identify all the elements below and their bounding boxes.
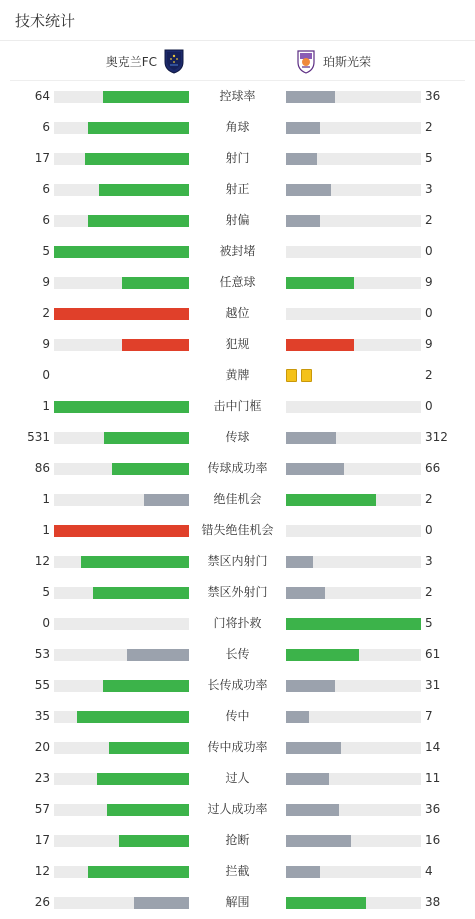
home-bar-track	[54, 463, 189, 475]
stats-list	[0, 81, 475, 918]
teams-header	[10, 41, 465, 81]
home-bar-track	[54, 122, 189, 134]
stat-row	[0, 81, 475, 112]
home-bar-fill	[54, 308, 189, 320]
away-value: 0	[425, 523, 433, 537]
stat-label: 拦截	[225, 864, 250, 878]
stat-row	[0, 422, 475, 453]
home-bar-track	[54, 835, 189, 847]
away-bar-track	[286, 122, 421, 134]
stat-row	[0, 639, 475, 670]
home-bar-track	[54, 91, 189, 103]
home-bar-track	[54, 897, 189, 909]
home-value: 20	[34, 740, 50, 754]
away-bar-track	[286, 184, 421, 196]
stat-label: 错失绝佳机会	[201, 523, 274, 537]
away-bar-fill	[286, 122, 320, 134]
away-bar-track	[286, 401, 421, 413]
away-value: 36	[425, 89, 441, 103]
stat-row	[0, 484, 475, 515]
page-title: 技术统计	[15, 11, 76, 30]
away-value: 9	[425, 337, 433, 351]
stat-label: 解围	[225, 895, 250, 909]
away-bar-track	[286, 556, 421, 568]
home-bar-fill	[85, 153, 189, 165]
home-team-logo-icon	[163, 48, 185, 74]
away-bar-fill	[286, 339, 354, 351]
home-value: 26	[34, 895, 50, 909]
stat-label: 击中门框	[213, 399, 262, 413]
home-bar-track	[54, 153, 189, 165]
home-value: 6	[42, 213, 50, 227]
yellow-card-icon	[301, 369, 312, 382]
home-bar-fill	[77, 711, 189, 723]
home-value: 86	[34, 461, 50, 475]
home-value: 55	[34, 678, 50, 692]
home-value: 6	[42, 120, 50, 134]
away-bar-track	[286, 308, 421, 320]
home-bar-fill	[109, 742, 189, 754]
stat-label: 控球率	[219, 89, 256, 103]
away-bar-track	[286, 649, 421, 661]
away-bar-track	[286, 215, 421, 227]
home-bar-fill	[88, 866, 189, 878]
stat-row	[0, 732, 475, 763]
home-bar-fill	[122, 277, 190, 289]
home-bar-fill	[54, 401, 189, 413]
stat-row	[0, 763, 475, 794]
away-bar-fill	[286, 618, 421, 630]
home-bar-track	[54, 184, 189, 196]
home-value: 57	[34, 802, 50, 816]
away-bar-fill	[286, 91, 335, 103]
home-bar-track	[54, 339, 189, 351]
home-bar-track	[54, 742, 189, 754]
stat-label: 射正	[225, 182, 250, 196]
header	[0, 0, 475, 41]
home-bar-fill	[93, 587, 189, 599]
away-value: 36	[425, 802, 441, 816]
away-bar-fill	[286, 835, 351, 847]
away-bar-track	[286, 246, 421, 258]
stat-label: 抢断	[225, 833, 250, 847]
home-bar-track	[54, 215, 189, 227]
away-bar-fill	[286, 680, 335, 692]
away-value: 5	[425, 616, 433, 630]
away-value: 7	[425, 709, 433, 723]
stat-row	[0, 794, 475, 825]
away-bar-track	[286, 494, 421, 506]
home-bar-fill	[127, 649, 189, 661]
away-value: 9	[425, 275, 433, 289]
away-bar-track	[286, 587, 421, 599]
away-bar-fill	[286, 897, 366, 909]
home-bar-track	[54, 401, 189, 413]
away-bar-track	[286, 897, 421, 909]
away-value: 0	[425, 399, 433, 413]
away-bar-fill	[286, 587, 325, 599]
away-team[interactable]	[295, 41, 371, 81]
home-team[interactable]	[106, 41, 185, 81]
stat-label: 门将扑救	[213, 616, 262, 630]
home-value: 0	[42, 616, 50, 630]
home-value: 64	[34, 89, 50, 103]
stat-label: 长传成功率	[207, 678, 268, 692]
stat-row	[0, 236, 475, 267]
away-bar-fill	[286, 432, 336, 444]
away-value: 11	[425, 771, 441, 785]
stat-row	[0, 670, 475, 701]
away-bar-fill	[286, 804, 339, 816]
stat-row	[0, 391, 475, 422]
stat-label: 传球成功率	[207, 461, 268, 475]
home-team-name: 奥克兰FC	[105, 54, 157, 69]
away-bar-track	[286, 773, 421, 785]
stat-row	[0, 546, 475, 577]
stat-row	[0, 887, 475, 918]
home-bar-fill	[88, 215, 189, 227]
home-bar-track	[54, 587, 189, 599]
home-bar-track	[54, 618, 189, 630]
stat-row	[0, 329, 475, 360]
away-bar-track	[286, 742, 421, 754]
away-bar-track	[286, 153, 421, 165]
stat-label: 传中	[225, 709, 250, 723]
away-value: 2	[425, 368, 433, 382]
stat-row	[0, 205, 475, 236]
home-bar-track	[54, 525, 189, 537]
away-bar-fill	[286, 277, 354, 289]
away-bar-track	[286, 804, 421, 816]
home-bar-fill	[134, 897, 189, 909]
stat-row	[0, 701, 475, 732]
stat-label: 射门	[225, 151, 250, 165]
away-value: 2	[425, 120, 433, 134]
home-bar-track	[54, 866, 189, 878]
home-bar-track	[54, 308, 189, 320]
stat-label: 角球	[225, 120, 250, 134]
home-value: 2	[42, 306, 50, 320]
away-value: 14	[425, 740, 441, 754]
away-bar-fill	[286, 773, 329, 785]
away-bar-fill	[286, 153, 317, 165]
away-bar-track	[286, 339, 421, 351]
home-value: 0	[42, 368, 50, 382]
home-bar-fill	[107, 804, 189, 816]
home-bar-track	[54, 277, 189, 289]
home-bar-fill	[103, 91, 189, 103]
away-bar-track	[286, 835, 421, 847]
home-value: 53	[34, 647, 50, 661]
stat-label: 禁区内射门	[207, 554, 268, 568]
away-bar-fill	[286, 866, 320, 878]
home-bar-fill	[54, 246, 189, 258]
away-bar-fill	[286, 711, 309, 723]
home-value: 5	[42, 244, 50, 258]
stat-row	[0, 608, 475, 639]
stat-row	[0, 360, 475, 391]
away-value: 3	[425, 182, 433, 196]
home-value: 9	[42, 275, 50, 289]
home-bar-fill	[104, 432, 189, 444]
away-bar-fill	[286, 556, 313, 568]
away-bar-track	[286, 525, 421, 537]
stat-label: 犯规	[225, 337, 250, 351]
stat-row	[0, 174, 475, 205]
home-value: 23	[34, 771, 50, 785]
stat-label: 黄牌	[225, 368, 250, 382]
home-bar-fill	[99, 184, 189, 196]
away-value: 5	[425, 151, 433, 165]
home-bar-track	[54, 711, 189, 723]
away-value: 0	[425, 244, 433, 258]
home-value: 12	[34, 864, 50, 878]
stat-row	[0, 515, 475, 546]
home-bar-track	[54, 680, 189, 692]
away-value: 2	[425, 585, 433, 599]
home-bar-track	[54, 432, 189, 444]
stat-label: 长传	[225, 647, 250, 661]
away-bar-track	[286, 866, 421, 878]
home-value: 1	[42, 523, 50, 537]
away-value: 4	[425, 864, 433, 878]
away-bar-fill	[286, 184, 331, 196]
away-bar-fill	[286, 215, 320, 227]
away-bar-fill	[286, 649, 359, 661]
home-bar-track	[54, 556, 189, 568]
home-bar-fill	[81, 556, 189, 568]
home-bar-fill	[103, 680, 189, 692]
stat-row	[0, 577, 475, 608]
home-bar-track	[54, 649, 189, 661]
stat-row	[0, 453, 475, 484]
away-team-name: 珀斯光荣	[323, 54, 372, 69]
away-value: 3	[425, 554, 433, 568]
home-value: 531	[27, 430, 50, 444]
home-bar-track	[54, 494, 189, 506]
away-team-logo-icon	[295, 48, 317, 74]
home-bar-fill	[119, 835, 189, 847]
stat-label: 过人	[225, 771, 250, 785]
home-value: 5	[42, 585, 50, 599]
away-value: 16	[425, 833, 441, 847]
yellow-cards	[286, 369, 312, 382]
stat-label: 传中成功率	[207, 740, 268, 754]
away-value: 2	[425, 492, 433, 506]
away-value: 66	[425, 461, 441, 475]
home-value: 17	[34, 151, 50, 165]
home-bar-fill	[122, 339, 190, 351]
away-bar-fill	[286, 463, 344, 475]
home-value: 12	[34, 554, 50, 568]
home-value: 17	[34, 833, 50, 847]
stat-label: 禁区外射门	[207, 585, 268, 599]
away-bar-track	[286, 711, 421, 723]
away-bar-track	[286, 463, 421, 475]
away-value: 31	[425, 678, 441, 692]
away-bar-fill	[286, 494, 376, 506]
away-bar-track	[286, 91, 421, 103]
home-bar-fill	[97, 773, 189, 785]
home-bar-track	[54, 804, 189, 816]
home-bar-track	[54, 246, 189, 258]
away-value: 61	[425, 647, 441, 661]
home-bar-fill	[112, 463, 189, 475]
stat-label: 任意球	[219, 275, 256, 289]
stat-label: 被封堵	[219, 244, 256, 258]
yellow-card-icon	[286, 369, 297, 382]
home-value: 35	[34, 709, 50, 723]
stat-row	[0, 825, 475, 856]
home-value: 9	[42, 337, 50, 351]
stat-label: 绝佳机会	[213, 492, 262, 506]
home-value: 1	[42, 492, 50, 506]
away-bar-track	[286, 432, 421, 444]
away-bar-track	[286, 618, 421, 630]
away-bar-track	[286, 277, 421, 289]
home-value: 6	[42, 182, 50, 196]
home-bar-track	[54, 773, 189, 785]
stat-label: 传球	[225, 430, 250, 444]
home-value: 1	[42, 399, 50, 413]
stat-row	[0, 856, 475, 887]
stat-row	[0, 112, 475, 143]
away-bar-track	[286, 680, 421, 692]
stat-label: 射偏	[225, 213, 250, 227]
stat-row	[0, 267, 475, 298]
away-value: 2	[425, 213, 433, 227]
stat-row	[0, 298, 475, 329]
stat-label: 越位	[225, 306, 250, 320]
stat-label: 过人成功率	[207, 802, 268, 816]
away-value: 312	[425, 430, 448, 444]
home-bar-fill	[144, 494, 189, 506]
away-value: 38	[425, 895, 441, 909]
home-bar-fill	[54, 525, 189, 537]
away-value: 0	[425, 306, 433, 320]
home-bar-fill	[88, 122, 189, 134]
away-bar-fill	[286, 742, 341, 754]
stat-row	[0, 143, 475, 174]
